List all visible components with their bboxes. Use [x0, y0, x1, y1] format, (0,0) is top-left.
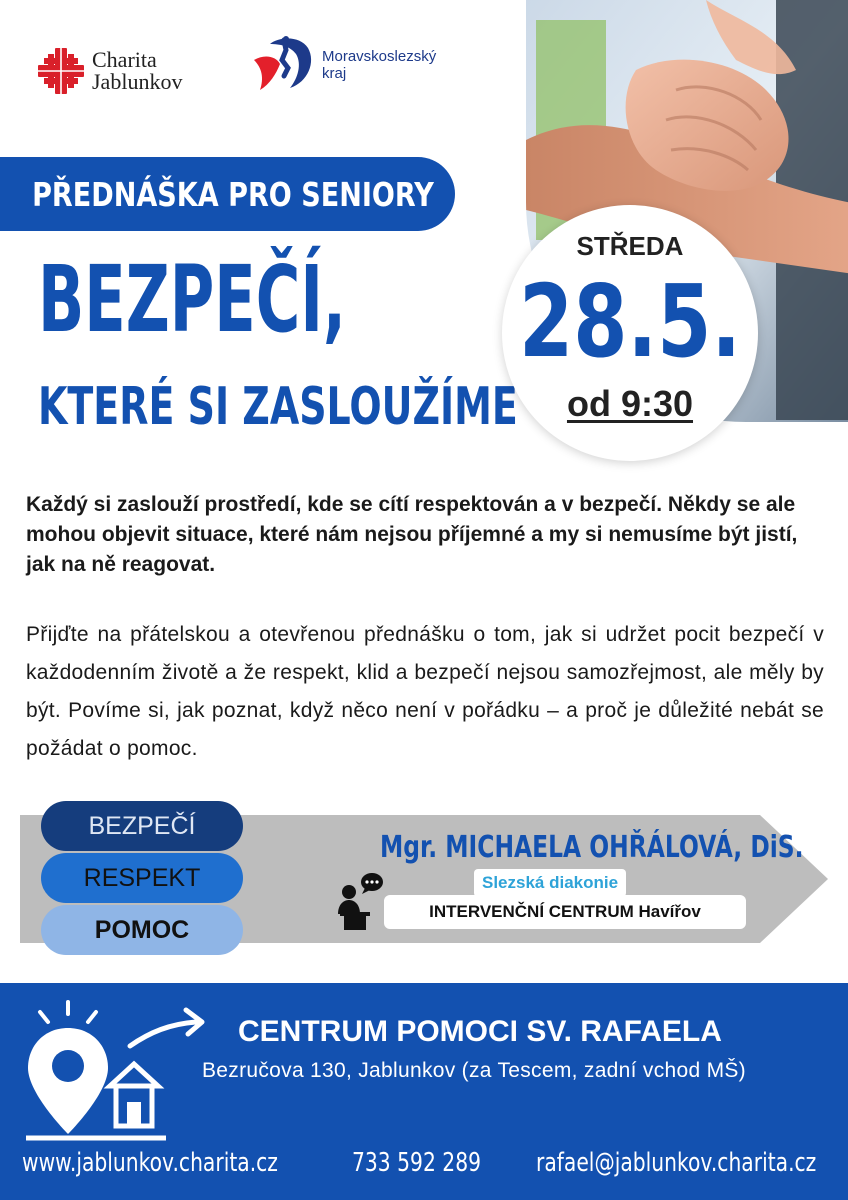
msk-logo	[246, 34, 436, 96]
date-value: 28.5.	[518, 263, 742, 380]
msk-name: Moravskoslezský	[322, 48, 437, 65]
footer-title: CENTRUM POMOCI SV. RAFAELA	[238, 1015, 722, 1048]
headline: BEZPEČÍ,	[38, 246, 346, 353]
charita-cross-icon	[36, 46, 86, 96]
pill-respekt: RESPEKT	[41, 853, 243, 903]
subheadline: KTERÉ SI ZASLOUŽÍME	[38, 377, 518, 437]
date-day: STŘEDA	[576, 231, 684, 261]
footer-email-link[interactable]: rafael@jablunkov.charita.cz	[536, 1148, 817, 1178]
speaker-name: Mgr. MICHAELA OHŘÁLOVÁ, DiS.	[380, 830, 804, 865]
location-pin-house-icon	[20, 996, 220, 1146]
pill-bezpeci: BEZPEČÍ	[41, 801, 243, 851]
footer-address: Bezručova 130, Jablunkov (za Tescem, zadní vchod MŠ)	[202, 1059, 746, 1082]
org-intervencni-centrum: INTERVENČNÍ CENTRUM Havířov	[384, 895, 746, 929]
date-badge	[502, 205, 758, 461]
charita-logo	[36, 46, 182, 96]
org-slezska-diakonie: Slezská diakonie	[474, 869, 626, 897]
footer-phone[interactable]: 733 592 289	[352, 1148, 482, 1178]
pill-pomoc: POMOC	[41, 905, 243, 955]
title-band	[0, 157, 455, 231]
body-paragraph: Přijďte na přátelskou a otevřenou přednášku o tom, jak si udržet pocit bezpečí v každodenním životě a že respekt, klid a bezpečí nejsou samozřejmost, ale měly by být. Povíme si, jak poznat, když něco není v pořádku – a proč je důležité nebát se požádat o pomoc.	[26, 623, 824, 760]
msk-suffix: kraj	[322, 65, 347, 82]
msk-emblem-icon	[246, 34, 316, 96]
title-band-text: PŘEDNÁŠKA PRO SENIORY	[31, 174, 434, 214]
speaker-podium-icon	[334, 870, 386, 932]
date-time: od 9:30	[566, 383, 694, 424]
footer-website-link[interactable]: www.jablunkov.charita.cz	[22, 1148, 278, 1178]
charita-place: Jablunkov	[92, 69, 183, 94]
lead-paragraph: Každý si zaslouží prostředí, kde se cítí respektován a v bezpečí. Někdy se ale mohou objevit situace, které nám nejsou příjemné a my si nemusíme být jistí, jak na ně reagovat.	[26, 493, 798, 576]
charita-name: Charita	[92, 47, 157, 72]
